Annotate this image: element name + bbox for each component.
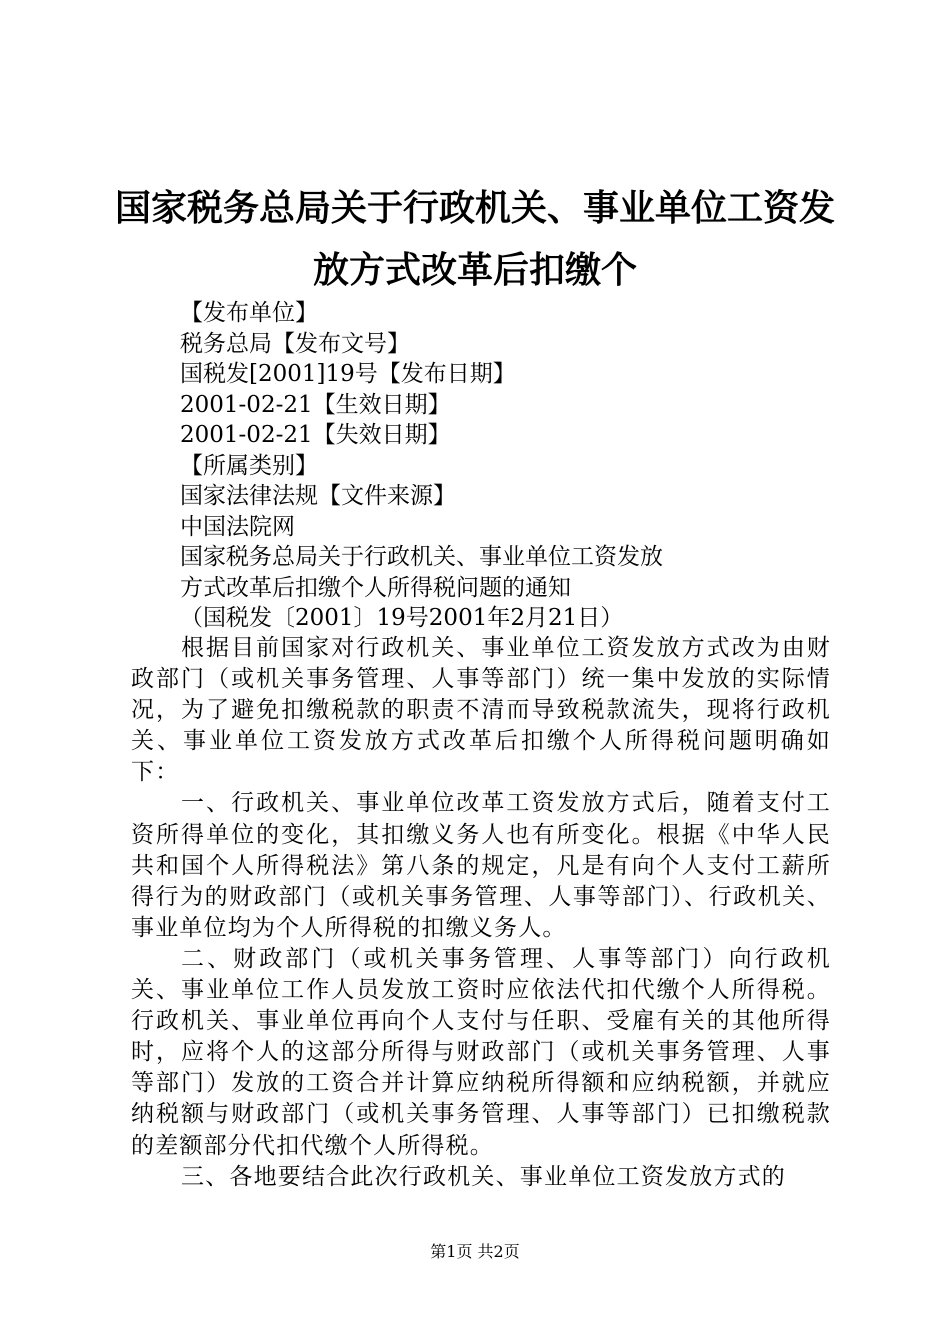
document-title-line-1: 国家税务总局关于行政机关、事业单位工资发 (114, 187, 835, 229)
body-paragraph: 一、行政机关、事业单位改革工资发放方式后，随着支付工资所得单位的变化，其扣缴义务人也有所变化。根据《中华人民共和国个人所得税法》第八条的规定，凡是有向个人支付工薪所得行为的财政部门（或机关事务管理、人事等部门）、行政机关、事业单位均为个人所得税的扣缴义务人。 (131, 790, 831, 941)
meta-line: 方式改革后扣缴个人所得税问题的通知 (180, 574, 571, 601)
meta-line: （国税发〔2001〕19号2001年2月21日） (180, 605, 624, 631)
meta-line: 2001-02-21【生效日期】 (180, 391, 451, 418)
meta-line: 国家税务总局关于行政机关、事业单位工资发放 (180, 544, 663, 570)
body-paragraph: 根据目前国家对行政机关、事业单位工资发放方式改为由财政部门（或机关事务管理、人事等部门）统一集中发放的实际情况，为了避免扣缴税款的职责不清而导致税款流失，现将行政机关、事业单位工资发放方式改革后扣缴个人所得税问题明确如下： (131, 635, 831, 786)
meta-line: 国家法律法规【文件来源】 (180, 483, 456, 509)
document-body (131, 633, 831, 1193)
page-footer: 第1页 共2页 (430, 1242, 520, 1261)
meta-line: 【所属类别】 (180, 452, 318, 479)
document-metadata (180, 298, 663, 634)
meta-line: 中国法院网 (180, 513, 295, 540)
body-paragraph: 三、各地要结合此次行政机关、事业单位工资发放方式的 (181, 1163, 786, 1190)
meta-line: 税务总局【发布文号】 (180, 330, 410, 357)
meta-line: 国税发[2001]19号【发布日期】 (180, 361, 516, 387)
meta-line: 2001-02-21【失效日期】 (180, 422, 451, 448)
document-title-line-2: 放方式改革后扣缴个 (312, 249, 637, 291)
body-paragraph: 二、财政部门（或机关事务管理、人事等部门）向行政机关、事业单位工作人员发放工资时应依法代扣代缴个人所得税。行政机关、事业单位再向个人支付与任职、受雇有关的其他所得时，应将个人的这部分所得与财政部门（或机关事务管理、人事等部门）发放的工资合并计算应纳税所得额和应纳税额，并就应纳税额与财政部门（或机关事务管理、人事等部门）已扣缴税款的差额部分代扣代缴个人所得税。 (131, 945, 831, 1159)
meta-line: 【发布单位】 (180, 300, 318, 326)
